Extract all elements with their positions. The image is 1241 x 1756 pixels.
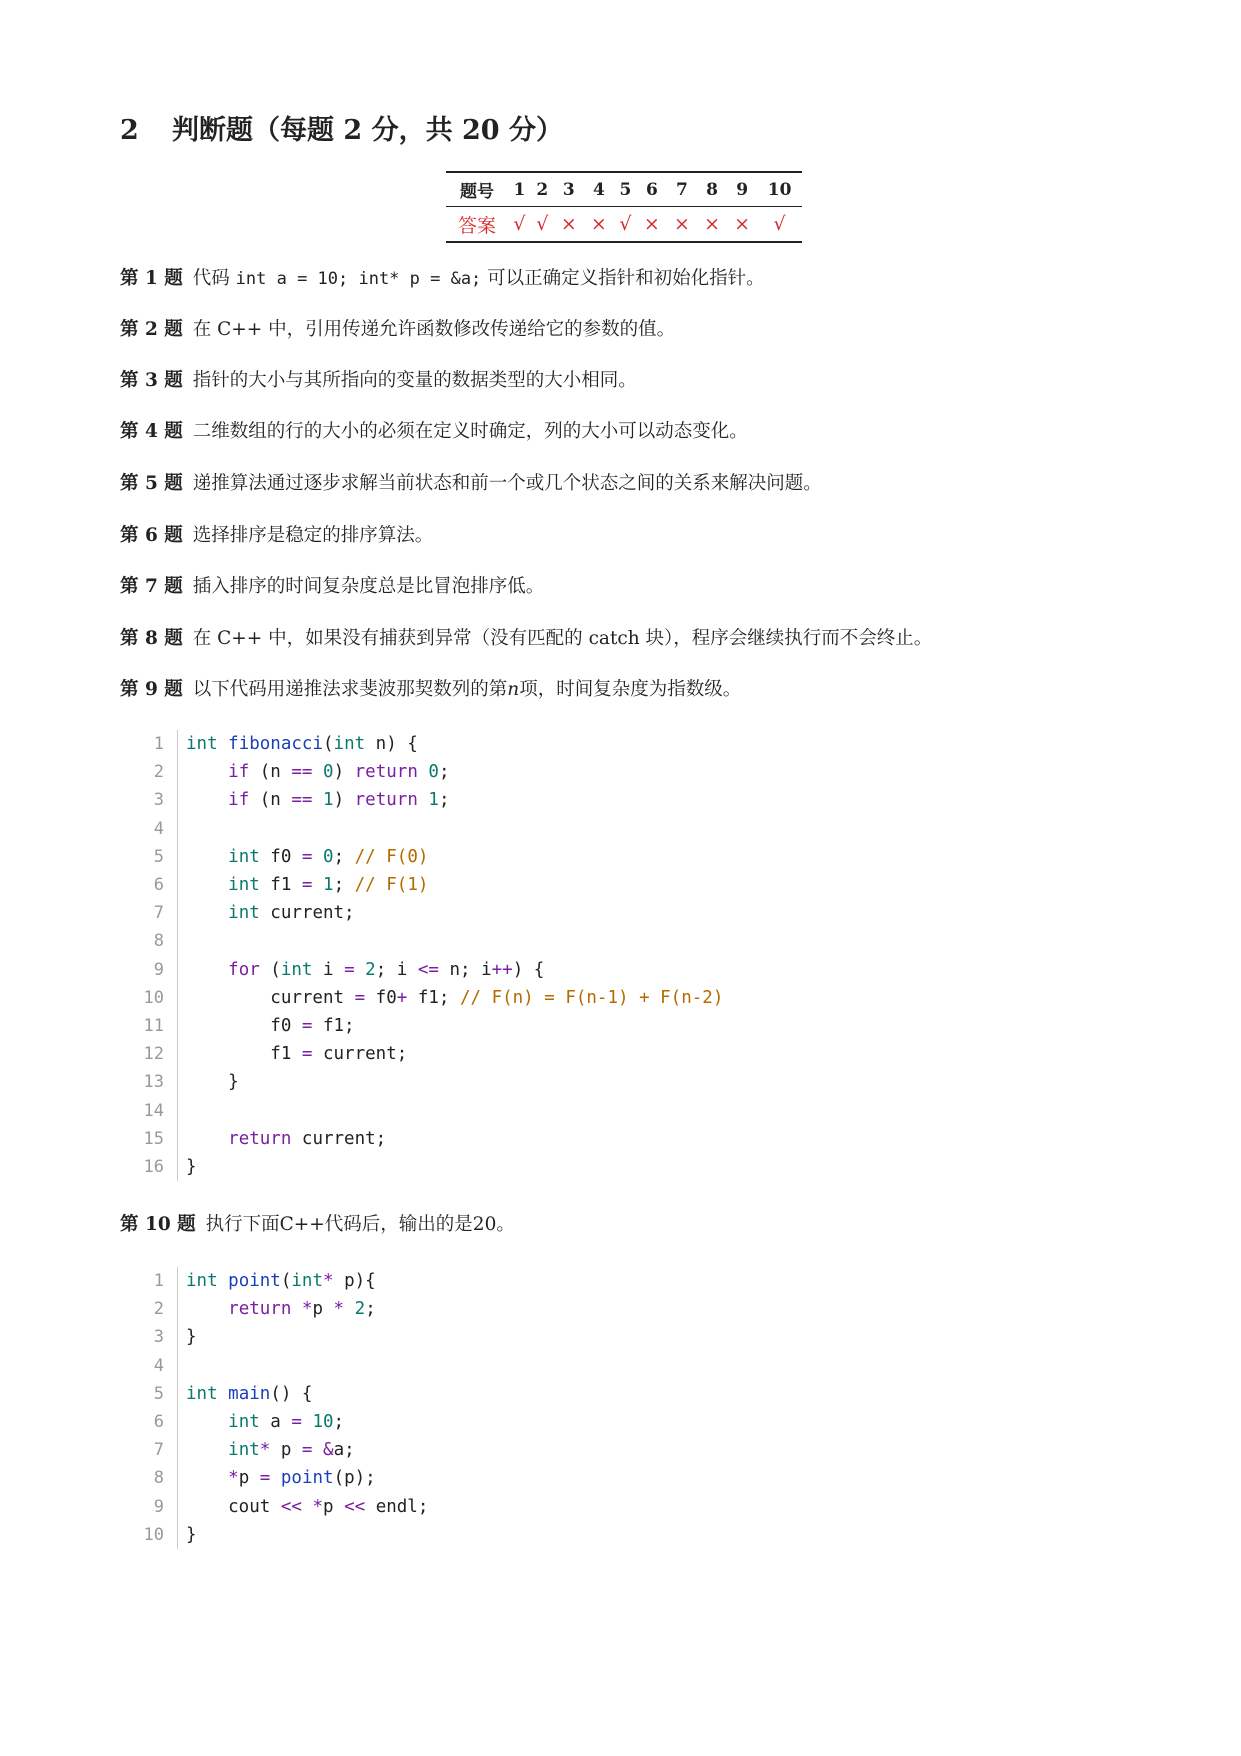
line-number: 2 xyxy=(120,758,178,786)
code-text: int a = 10; xyxy=(228,1412,345,1433)
section-title: 判断题（每题 2 分，共 20 分） xyxy=(172,115,563,146)
inline-code: int a = 10; int* p = &a; xyxy=(235,269,482,289)
question-number: 第 2 题 xyxy=(120,319,183,340)
code-line xyxy=(120,1436,780,1464)
question-number: 第 4 题 xyxy=(120,421,183,442)
answer-mark-cell: √ xyxy=(614,207,637,243)
code-text: return *p * 2; xyxy=(228,1299,376,1320)
answer-table-header-label: 题号 xyxy=(446,172,508,207)
question-text: 在 C++ 中，引用传递允许函数修改传递给它的参数的值。 xyxy=(192,319,676,340)
question-text: 二维数组的行的大小的必须在定义时确定，列的大小可以动态变化。 xyxy=(192,421,748,442)
line-number: 7 xyxy=(120,899,178,927)
code-line xyxy=(120,1493,780,1521)
code-text: int fibonacci(int n) { xyxy=(186,734,418,755)
question-text: 以下代码用递推法求斐波那契数列的第 xyxy=(192,679,508,700)
question-6 xyxy=(120,521,433,547)
question-3 xyxy=(120,366,637,392)
line-number: 9 xyxy=(120,1493,178,1521)
answer-mark-cell: × xyxy=(584,207,614,243)
code-line xyxy=(120,1040,780,1068)
question-7 xyxy=(120,572,544,598)
code-line xyxy=(120,1464,780,1492)
question-text: 插入排序的时间复杂度总是比冒泡排序低。 xyxy=(192,576,545,597)
question-number-cell: 2 xyxy=(531,172,554,207)
math-variable: n xyxy=(507,679,520,700)
line-number: 6 xyxy=(120,1408,178,1436)
code-text: int f0 = 0; // F(0) xyxy=(228,846,429,867)
question-number: 第 6 题 xyxy=(120,525,183,546)
line-number: 6 xyxy=(120,871,178,899)
line-number: 2 xyxy=(120,1295,178,1323)
code-text: f1 = current; xyxy=(186,1044,408,1065)
question-2 xyxy=(120,315,675,341)
line-number: 3 xyxy=(120,1323,178,1351)
code-text: current = f0+ f1; // F(n) = F(n-1) + F(n-2) xyxy=(186,987,724,1008)
line-number: 15 xyxy=(120,1125,178,1153)
question-number-cell: 9 xyxy=(727,172,757,207)
answer-mark-cell: × xyxy=(697,207,727,243)
code-line xyxy=(120,1408,780,1436)
code-line xyxy=(120,1380,780,1408)
question-number: 第 10 题 xyxy=(120,1214,196,1235)
question-number: 第 8 题 xyxy=(120,628,183,649)
answer-mark-cell: √ xyxy=(531,207,554,243)
line-number: 4 xyxy=(120,1352,178,1380)
question-number: 第 5 题 xyxy=(120,473,183,494)
code-line xyxy=(120,730,780,758)
line-number: 16 xyxy=(120,1153,178,1181)
code-line xyxy=(120,1153,780,1181)
code-line xyxy=(120,815,780,843)
question-5 xyxy=(120,469,822,495)
answer-table-row-label: 答案 xyxy=(446,207,508,243)
line-number: 5 xyxy=(120,843,178,871)
question-number-cell: 4 xyxy=(584,172,614,207)
question-10 xyxy=(120,1210,515,1236)
line-number: 5 xyxy=(120,1380,178,1408)
answer-mark-cell: × xyxy=(727,207,757,243)
line-number: 1 xyxy=(120,1267,178,1295)
code-text: int main() { xyxy=(186,1383,313,1404)
answer-mark-cell: × xyxy=(667,207,697,243)
answer-mark-cell: √ xyxy=(757,207,802,243)
question-text: 项，时间复杂度为指数级。 xyxy=(519,679,742,700)
code-line xyxy=(120,843,780,871)
code-line xyxy=(120,871,780,899)
line-number: 11 xyxy=(120,1012,178,1040)
question-number: 第 9 题 xyxy=(120,679,183,700)
code-text: int current; xyxy=(228,903,355,924)
question-number-cell: 3 xyxy=(554,172,584,207)
answer-mark-cell: × xyxy=(554,207,584,243)
code-text: return current; xyxy=(228,1128,387,1149)
code-line xyxy=(120,1295,780,1323)
question-text: 在 C++ 中，如果没有捕获到异常（没有匹配的 catch 块），程序会继续执行而不会终止。 xyxy=(192,628,933,649)
question-number: 第 1 题 xyxy=(120,268,183,289)
question-1 xyxy=(120,264,765,290)
line-number: 4 xyxy=(120,815,178,843)
question-text: 递推算法通过逐步求解当前状态和前一个或几个状态之间的关系来解决问题。 xyxy=(192,473,822,494)
code-text xyxy=(178,819,197,839)
code-block-point xyxy=(120,1267,780,1549)
answer-mark-cell: √ xyxy=(508,207,531,243)
answer-mark-cell: × xyxy=(637,207,667,243)
code-line xyxy=(120,956,780,984)
code-line xyxy=(120,1125,780,1153)
line-number: 10 xyxy=(120,1521,178,1549)
line-number: 9 xyxy=(120,956,178,984)
question-number-cell: 7 xyxy=(667,172,697,207)
code-text: int point(int* p){ xyxy=(186,1271,376,1292)
code-line xyxy=(120,786,780,814)
line-number: 14 xyxy=(120,1096,178,1124)
code-line xyxy=(120,984,780,1012)
code-block-fibonacci xyxy=(120,730,780,1181)
line-number: 12 xyxy=(120,1040,178,1068)
question-text: 执行下面C++代码后，输出的是20。 xyxy=(205,1214,515,1235)
question-number-cell: 10 xyxy=(757,172,802,207)
question-number-cell: 5 xyxy=(614,172,637,207)
code-line xyxy=(120,1267,780,1295)
code-text: cout << *p << endl; xyxy=(186,1496,429,1517)
code-text xyxy=(178,1101,197,1121)
question-9 xyxy=(120,675,741,701)
code-line xyxy=(120,927,780,955)
answer-table-answer-row xyxy=(446,207,802,243)
code-line xyxy=(120,1096,780,1124)
code-text: } xyxy=(186,1524,197,1545)
code-line xyxy=(120,1323,780,1351)
question-text: 代码 xyxy=(192,268,236,289)
line-number: 1 xyxy=(120,730,178,758)
code-line xyxy=(120,1068,780,1096)
code-line xyxy=(120,1352,780,1380)
code-text: } xyxy=(186,1156,197,1177)
code-text xyxy=(178,1356,197,1376)
question-4 xyxy=(120,417,748,443)
line-number: 7 xyxy=(120,1436,178,1464)
code-line xyxy=(120,1521,780,1549)
code-line xyxy=(120,899,780,927)
code-text: *p = point(p); xyxy=(228,1468,376,1489)
code-text: int f1 = 1; // F(1) xyxy=(228,875,429,896)
code-line xyxy=(120,758,780,786)
code-text xyxy=(178,931,197,951)
answer-table xyxy=(446,171,802,243)
section-number: 2 xyxy=(120,115,139,146)
question-8 xyxy=(120,624,932,650)
line-number: 3 xyxy=(120,786,178,814)
code-line xyxy=(120,1012,780,1040)
question-text: 可以正确定义指针和初始化指针。 xyxy=(481,268,765,289)
line-number: 8 xyxy=(120,927,178,955)
question-number-cell: 1 xyxy=(508,172,531,207)
code-text: f0 = f1; xyxy=(186,1015,355,1036)
code-text: int* p = &a; xyxy=(228,1440,355,1461)
code-text: } xyxy=(186,1072,239,1093)
question-number-cell: 8 xyxy=(697,172,727,207)
section-heading xyxy=(120,108,563,147)
code-text: if (n == 0) return 0; xyxy=(228,762,450,783)
question-number: 第 7 题 xyxy=(120,576,183,597)
question-number-cell: 6 xyxy=(637,172,667,207)
code-text: if (n == 1) return 1; xyxy=(228,790,450,811)
code-text: } xyxy=(186,1327,197,1348)
answer-table-header-row xyxy=(446,172,802,207)
line-number: 10 xyxy=(120,984,178,1012)
line-number: 13 xyxy=(120,1068,178,1096)
line-number: 8 xyxy=(120,1464,178,1492)
code-text: for (int i = 2; i <= n; i++) { xyxy=(228,959,545,980)
question-number: 第 3 题 xyxy=(120,370,183,391)
question-text: 选择排序是稳定的排序算法。 xyxy=(192,525,434,546)
question-text: 指针的大小与其所指向的变量的数据类型的大小相同。 xyxy=(192,370,637,391)
